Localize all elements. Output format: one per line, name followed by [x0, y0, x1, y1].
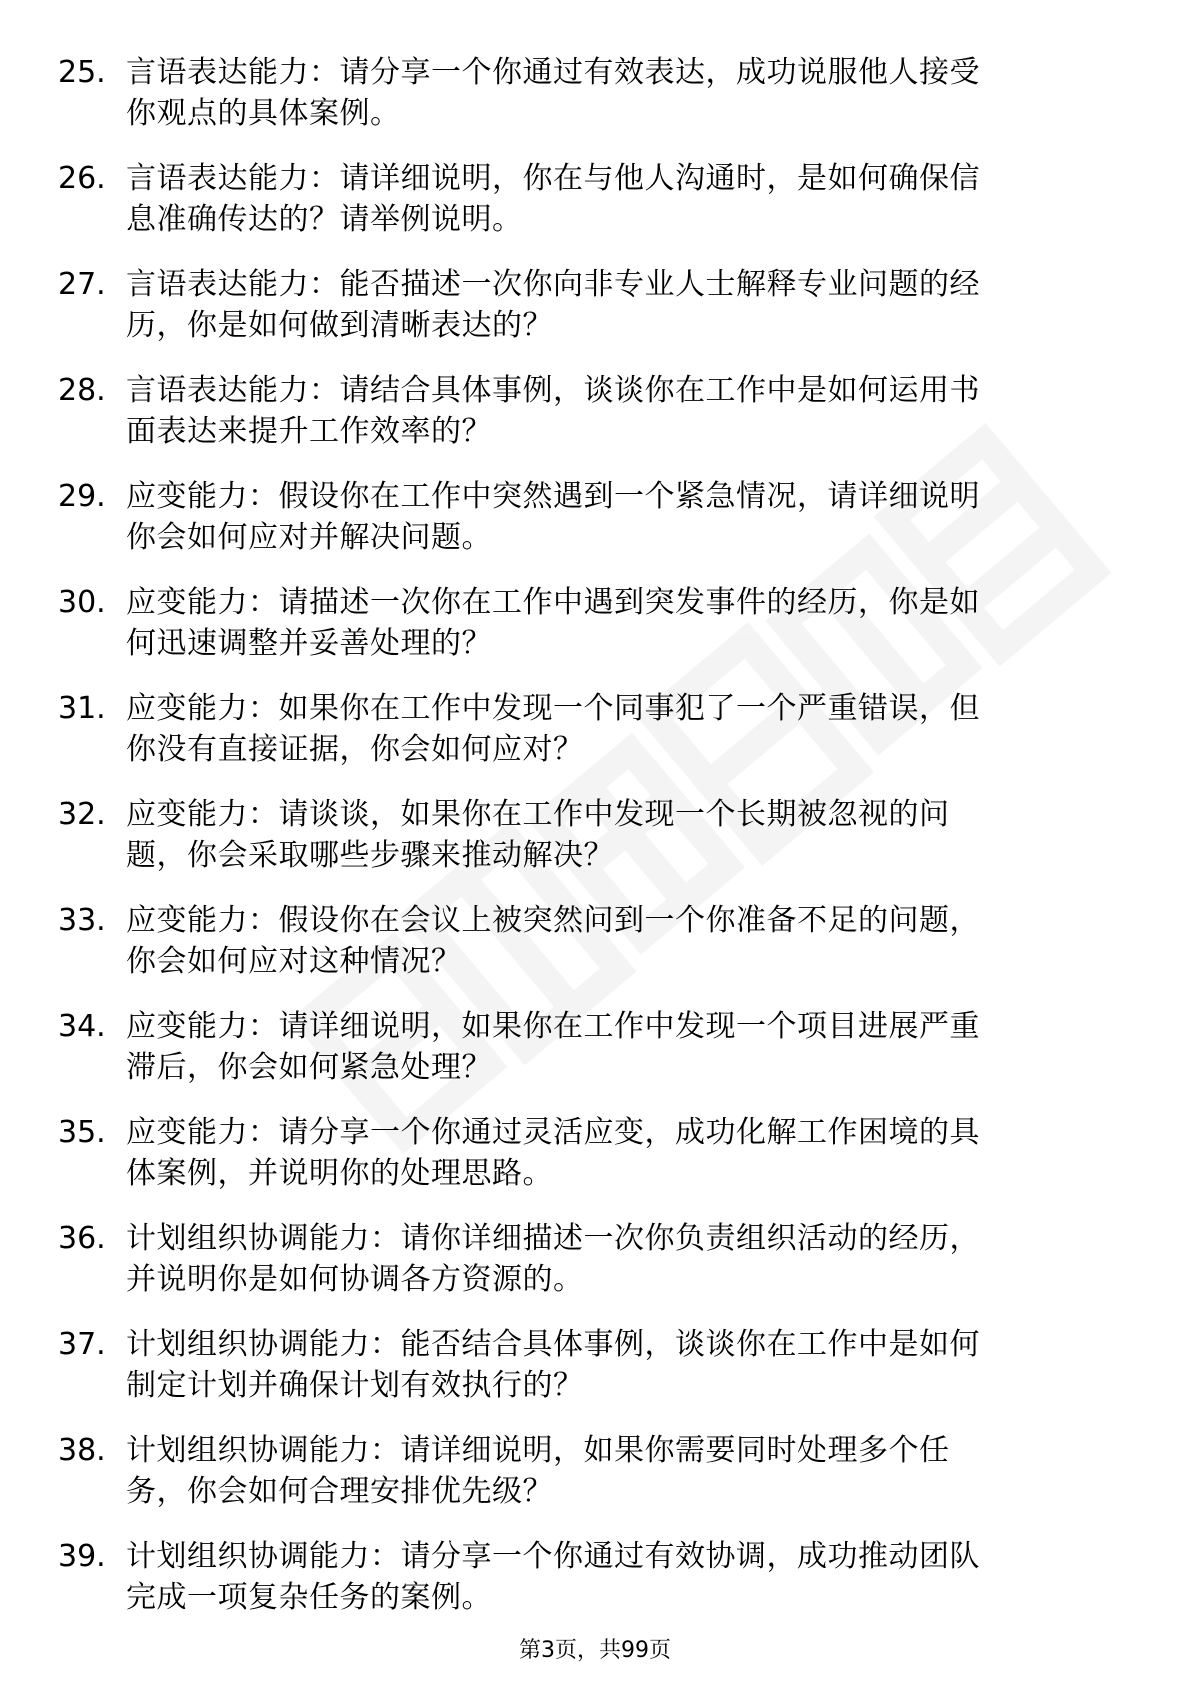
question-text-line: 言语表达能力：请结合具体事例，谈谈你在工作中是如何运用书: [126, 373, 980, 408]
question-item: [58, 1324, 1128, 1430]
question-text-line: 应变能力：请描述一次你在工作中遇到突发事件的经历，你是如: [126, 585, 980, 620]
question-text-line: 应变能力：请分享一个你通过灵活应变，成功化解工作困境的具: [126, 1115, 980, 1150]
question-item: [58, 158, 1128, 264]
question-item: [58, 52, 1128, 158]
question-text: [126, 794, 1126, 876]
question-text-line: 应变能力：如果你在工作中发现一个同事犯了一个严重错误，但: [126, 691, 980, 726]
question-text-line: 你没有直接证据，你会如何应对？: [126, 732, 584, 767]
question-number: 37.: [58, 1327, 106, 1362]
question-text: [126, 476, 1126, 558]
question-number: 36.: [58, 1221, 106, 1256]
question-number: 32.: [58, 797, 106, 832]
question-number: 29.: [58, 479, 106, 514]
question-item: [58, 794, 1128, 900]
question-item: [58, 1112, 1128, 1218]
question-text-line: 你会如何应对并解决问题。: [126, 520, 492, 555]
question-text-line: 面表达来提升工作效率的？: [126, 414, 492, 449]
question-text: [126, 370, 1126, 452]
question-text: [126, 582, 1126, 664]
question-text: [126, 264, 1126, 346]
question-text: [126, 1006, 1126, 1088]
question-list: [58, 52, 1128, 1642]
question-text-line: 计划组织协调能力：请详细说明，如果你需要同时处理多个任: [126, 1433, 950, 1468]
question-text-line: 历，你是如何做到清晰表达的？: [126, 308, 553, 343]
question-text: [126, 52, 1126, 134]
question-text-line: 息准确传达的？请举例说明。: [126, 202, 523, 237]
question-text-line: 应变能力：请谈谈，如果你在工作中发现一个长期被忽视的问: [126, 797, 950, 832]
question-text: [126, 1430, 1126, 1512]
question-text-line: 滞后，你会如何紧急处理？: [126, 1050, 492, 1085]
question-number: 31.: [58, 691, 106, 726]
question-item: [58, 476, 1128, 582]
question-item: [58, 1218, 1128, 1324]
question-text: [126, 1218, 1126, 1300]
question-item: [58, 688, 1128, 794]
question-text-line: 并说明你是如何协调各方资源的。: [126, 1262, 584, 1297]
question-text-line: 题，你会采取哪些步骤来推动解决？: [126, 838, 614, 873]
question-item: [58, 1430, 1128, 1536]
question-text: [126, 1536, 1126, 1618]
question-text-line: 完成一项复杂任务的案例。: [126, 1580, 492, 1615]
question-number: 25.: [58, 55, 106, 90]
question-item: [58, 1536, 1128, 1642]
question-text: [126, 1324, 1126, 1406]
question-number: 26.: [58, 161, 106, 196]
question-item: [58, 582, 1128, 688]
question-text: [126, 158, 1126, 240]
question-text-line: 计划组织协调能力：请你详细描述一次你负责组织活动的经历，: [126, 1221, 980, 1256]
question-number: 27.: [58, 267, 106, 302]
question-number: 39.: [58, 1539, 106, 1574]
question-text: [126, 900, 1126, 982]
question-text-line: 应变能力：请详细说明，如果你在工作中发现一个项目进展严重: [126, 1009, 980, 1044]
question-text-line: 计划组织协调能力：请分享一个你通过有效协调，成功推动团队: [126, 1539, 980, 1574]
question-item: [58, 264, 1128, 370]
question-text: [126, 688, 1126, 770]
question-item: [58, 370, 1128, 476]
page-number-footer: 第3页，共99页: [519, 1638, 671, 1663]
question-text-line: 你会如何应对这种情况？: [126, 944, 462, 979]
question-number: 33.: [58, 903, 106, 938]
question-text-line: 你观点的具体案例。: [126, 96, 401, 131]
question-number: 35.: [58, 1115, 106, 1150]
question-text: [126, 1112, 1126, 1194]
question-text-line: 言语表达能力：请详细说明，你在与他人沟通时，是如何确保信: [126, 161, 980, 196]
question-number: 30.: [58, 585, 106, 620]
question-item: [58, 1006, 1128, 1112]
question-text-line: 言语表达能力：请分享一个你通过有效表达，成功说服他人接受: [126, 55, 980, 90]
question-text-line: 言语表达能力：能否描述一次你向非专业人士解释专业问题的经: [126, 267, 980, 302]
question-text-line: 应变能力：假设你在工作中突然遇到一个紧急情况，请详细说明: [126, 479, 980, 514]
question-text-line: 务，你会如何合理安排优先级？: [126, 1474, 553, 1509]
question-number: 34.: [58, 1009, 106, 1044]
question-item: [58, 900, 1128, 1006]
question-number: 38.: [58, 1433, 106, 1468]
question-text-line: 体案例，并说明你的处理思路。: [126, 1156, 553, 1191]
question-text-line: 制定计划并确保计划有效执行的？: [126, 1368, 584, 1403]
question-text-line: 何迅速调整并妥善处理的？: [126, 626, 492, 661]
question-number: 28.: [58, 373, 106, 408]
question-text-line: 应变能力：假设你在会议上被突然问到一个你准备不足的问题，: [126, 903, 980, 938]
question-text-line: 计划组织协调能力：能否结合具体事例，谈谈你在工作中是如何: [126, 1327, 980, 1362]
